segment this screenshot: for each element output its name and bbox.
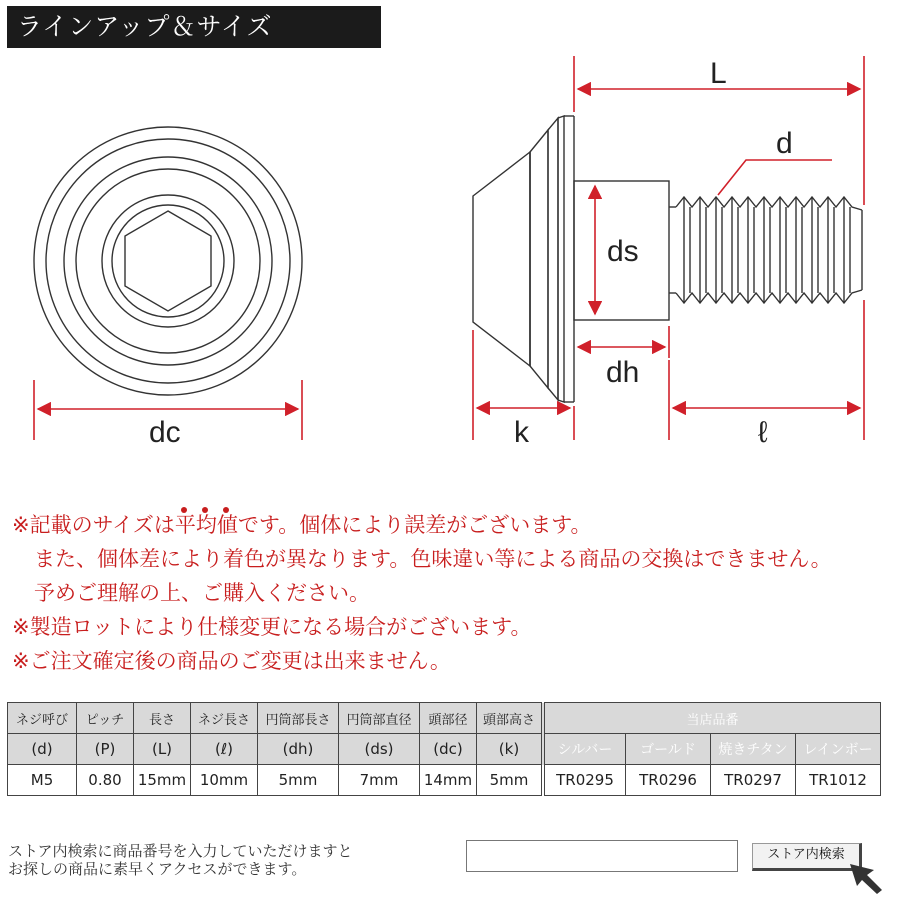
symbol-cell: (P)	[77, 734, 134, 765]
header-cell: 頭部高さ	[477, 703, 544, 734]
symbol-cell: (L)	[134, 734, 191, 765]
data-cell: M5	[8, 765, 77, 796]
data-cell: 0.80	[77, 765, 134, 796]
label-dh: dh	[606, 356, 640, 389]
spec-symbol-row	[8, 734, 881, 765]
part-number-silver: TR0295	[543, 765, 626, 796]
store-search-input[interactable]	[466, 840, 738, 872]
header-cell: 長さ	[134, 703, 191, 734]
data-cell: 14mm	[420, 765, 477, 796]
part-column-silver: シルバー	[543, 734, 626, 765]
search-description-line-1: ストア内検索に商品番号を入力していただけますと	[8, 842, 353, 860]
data-cell: 5mm	[477, 765, 544, 796]
header-cell: ネジ長さ	[191, 703, 258, 734]
part-number-titanium: TR0297	[711, 765, 796, 796]
symbol-cell: (ℓ)	[191, 734, 258, 765]
bolt-head-top-view	[34, 127, 302, 395]
label-ds: ds	[607, 235, 639, 268]
bolt-dimension-diagram	[0, 50, 900, 450]
part-number-rainbow: TR1012	[796, 765, 881, 796]
data-cell: 5mm	[258, 765, 339, 796]
spec-data-row	[8, 765, 881, 796]
label-l: ℓ	[758, 416, 768, 449]
header-cell: ネジ呼び	[8, 703, 77, 734]
symbol-cell: (ds)	[339, 734, 420, 765]
pointer-arrow-icon	[848, 862, 888, 896]
emphasis-text: 平均値	[175, 513, 238, 537]
data-cell: 7mm	[339, 765, 420, 796]
symbol-cell: (k)	[477, 734, 544, 765]
label-d: d	[776, 127, 793, 160]
part-column-rainbow: レインボー	[796, 734, 881, 765]
label-L: L	[710, 57, 727, 90]
symbol-cell: (d)	[8, 734, 77, 765]
section-title: ラインアップ＆サイズ	[7, 6, 381, 48]
note-line-5: ※ご注文確定後の商品のご変更は出来ません。	[12, 649, 451, 673]
symbol-cell: (dh)	[258, 734, 339, 765]
spec-header-row	[8, 703, 881, 734]
header-cell: 頭部径	[420, 703, 477, 734]
part-number-gold: TR0296	[626, 765, 711, 796]
header-cell: 円筒部直径	[339, 703, 420, 734]
note-line-3: 予めご理解の上、ご購入ください。	[34, 581, 370, 605]
data-cell: 10mm	[191, 765, 258, 796]
search-description	[8, 842, 353, 878]
bolt-side-view	[473, 116, 862, 402]
label-dc: dc	[149, 416, 181, 449]
note-line-2: また、個体差により着色が異なります。色味違い等による商品の交換はできません。	[34, 547, 832, 571]
data-cell: 15mm	[134, 765, 191, 796]
header-cell: ピッチ	[77, 703, 134, 734]
part-number-header: 当店品番	[543, 703, 881, 734]
search-description-line-2: お探しの商品に素早くアクセスができます。	[8, 860, 307, 878]
spec-table	[7, 702, 881, 796]
note-line-4: ※製造ロットにより仕様変更になる場合がございます。	[12, 615, 532, 639]
header-cell: 円筒部長さ	[258, 703, 339, 734]
store-search-button[interactable]: ストア内検索	[752, 843, 862, 871]
part-column-titanium: 焼きチタン	[711, 734, 796, 765]
note-line-1: ※記載のサイズは 平均値です。個体により誤差がございます。	[12, 508, 900, 542]
part-column-gold: ゴールド	[626, 734, 711, 765]
label-k: k	[514, 416, 529, 449]
caution-notes	[12, 508, 900, 678]
symbol-cell: (dc)	[420, 734, 477, 765]
